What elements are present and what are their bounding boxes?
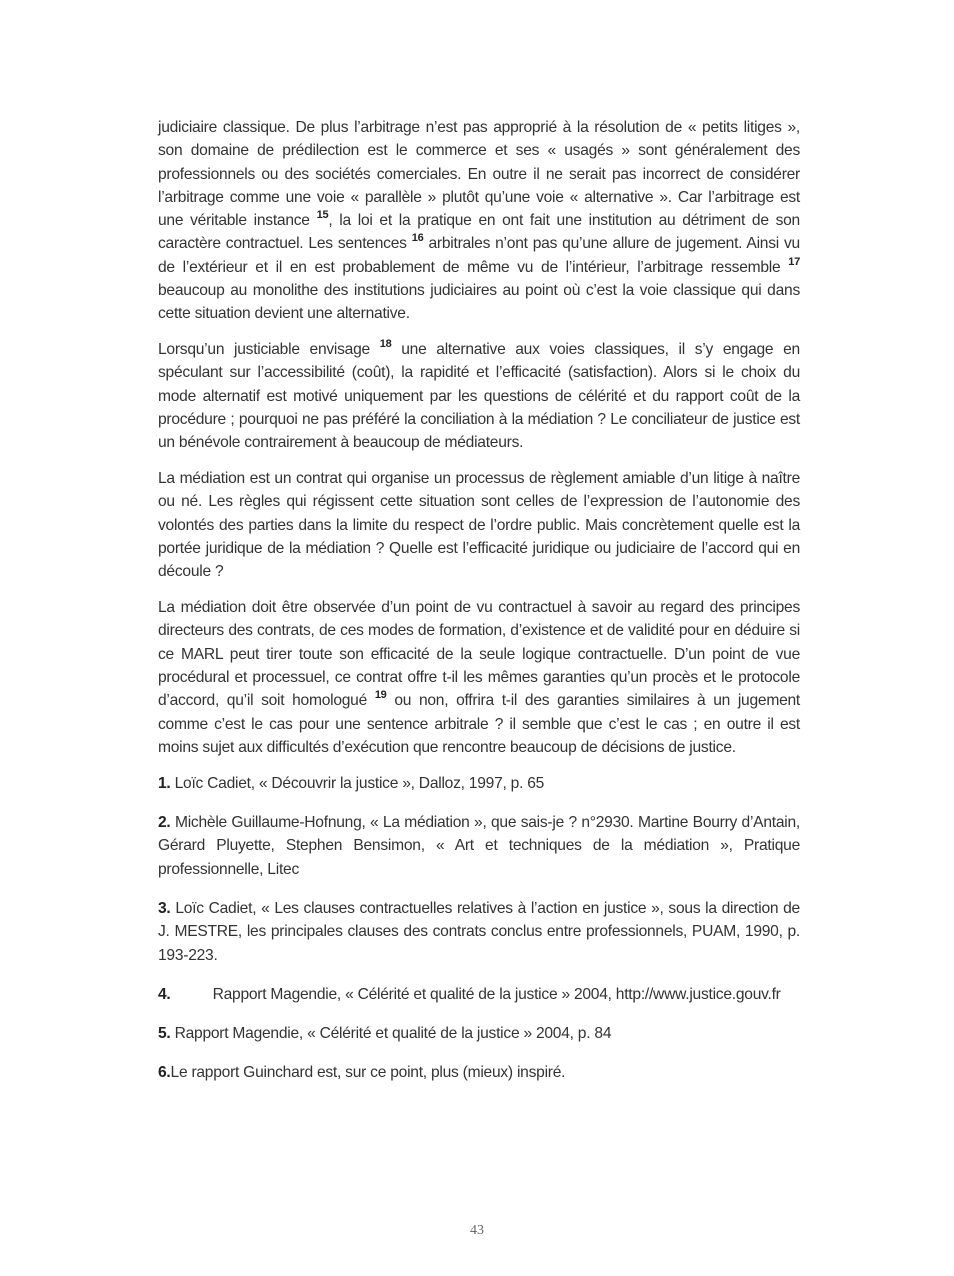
footnote-2 xyxy=(158,811,800,881)
paragraph-text: judiciaire classique. De plus l’arbitrage n’est pas approprié à la résolution de « petits litiges », son domaine de prédilection est le commerce et ses « usagés » sont généralement des professionnels ou des sociétés comerciales. En outre il ne serait pas incorrect de considérer l’arbitrage comme une voie « parallèle » plutôt qu’une voie « alternative ». Car l’arbitrage est une véritable instance xyxy=(158,119,800,230)
footnote-number: 4. xyxy=(158,985,171,1003)
page-number: 43 xyxy=(470,1223,484,1238)
paragraph-text: Lorsqu’un justiciable envisage xyxy=(158,341,370,359)
footnote-reference[interactable]: 16 xyxy=(411,232,424,245)
paragraph-text: , la loi et la pratique en ont fait une institution au détriment de son caractère contractuel. Les sentences xyxy=(158,212,800,253)
footnote-text: Loïc Cadiet, « Les clauses contractuelles relatives à l’action en justice », sous la direction de J. MESTRE, les principales clauses des contrats conclus entre professionnels, PUAM, 1990, p. 193-223. xyxy=(158,899,800,964)
footnote-number: 3. xyxy=(158,899,171,917)
footnotes-section xyxy=(158,772,800,1085)
footnote-text: Michèle Guillaume-Hofnung, « La médiation », que sais-je ? n°2930. Martine Bourry d’Antain, Gérard Pluyette, Stephen Bensimon, « Art et techniques de la médiation », Pratique professionnelle, Litec xyxy=(158,814,800,878)
footnote-reference[interactable]: 19 xyxy=(374,689,387,702)
footnote-text: Le rapport Guinchard est, sur ce point, plus (mieux) inspiré. xyxy=(170,1064,566,1082)
footnote-number: 1. xyxy=(158,774,171,792)
body-paragraph-2 xyxy=(158,338,800,454)
paragraph-text: La médiation doit être observée d’un point de vu contractuel à savoir au regard des principes directeurs des contrats, de ces modes de formation, d’existence et de validité pour en déduire si ce MARL peut tirer toute son efficacité de la seule logique contractuelle. D’un point de vue procédural et processuel, ce contrat offre t-il les mêmes garanties qu’un procès et le protocole d’accord, qu’il soit homologué xyxy=(158,599,800,710)
paragraph-text: une alternative aux voies classiques, il s’y engage en spéculant sur l’accessibilité (coût), la rapidité et l’efficacité (satisfaction). Alors si le choix du mode alternatif est motivé uniquement par les questions de célérité et du rapport coût de la procédure ; pourquoi ne pas préféré la conciliation à la médiation ? Le conciliateur de justice est un bénévole contrairement à beaucoup de médiateurs. xyxy=(158,341,800,452)
footnote-number: 5. xyxy=(158,1025,171,1043)
document-page xyxy=(158,116,800,1101)
footnote-1 xyxy=(158,772,800,795)
footnote-number: 2. xyxy=(158,814,171,832)
footnote-text: Rapport Magendie, « Célérité et qualité de la justice » 2004, p. 84 xyxy=(174,1025,612,1043)
paragraph-text: beaucoup au monolithe des institutions judiciaires au point où c’est la voie classique qui dans cette situation devient une alternative. xyxy=(158,282,800,323)
footnote-text: Loïc Cadiet, « Découvrir la justice », Dalloz, 1997, p. 65 xyxy=(174,774,545,792)
footnote-4 xyxy=(158,983,800,1006)
footnote-6 xyxy=(158,1061,800,1084)
body-paragraph-1 xyxy=(158,116,800,326)
footnote-number: 6. xyxy=(158,1064,171,1082)
footnote-text: Rapport Magendie, « Célérité et qualité de la justice » 2004, http://www.justice.gouv.fr xyxy=(212,985,781,1003)
footnote-reference[interactable]: 18 xyxy=(379,338,392,351)
paragraph-text: ou non, offrira t-il des garanties similaires à un jugement comme c’est le cas pour une sentence arbitrale ? il semble que c’est le cas ; en outre il est moins sujet aux difficultés d’exécution que rencontre beaucoup de décisions de justice. xyxy=(158,692,800,756)
paragraph-text: La médiation est un contrat qui organise un processus de règlement amiable d’un litige à naître ou né. Les règles qui régissent cette situation sont celles de l’expression de l’autonomie des volontés des parties dans la limite du respect de l’ordre public. Mais concrètement quelle est la portée juridique de la médiation ? Quelle est l’efficacité juridique ou judiciaire de l’accord qui en découle ? xyxy=(158,470,800,581)
body-paragraph-4 xyxy=(158,596,800,759)
footnote-3 xyxy=(158,897,800,967)
footnote-reference[interactable]: 15 xyxy=(316,209,329,222)
body-paragraph-3 xyxy=(158,467,800,583)
footnote-5 xyxy=(158,1022,800,1045)
paragraph-text: arbitrales n’ont pas qu’une allure de jugement. Ainsi vu de l’extérieur et il en est probablement de même vu de l’intérieur, l’arbitrage ressemble xyxy=(158,235,800,276)
footnote-reference[interactable]: 17 xyxy=(788,255,800,268)
